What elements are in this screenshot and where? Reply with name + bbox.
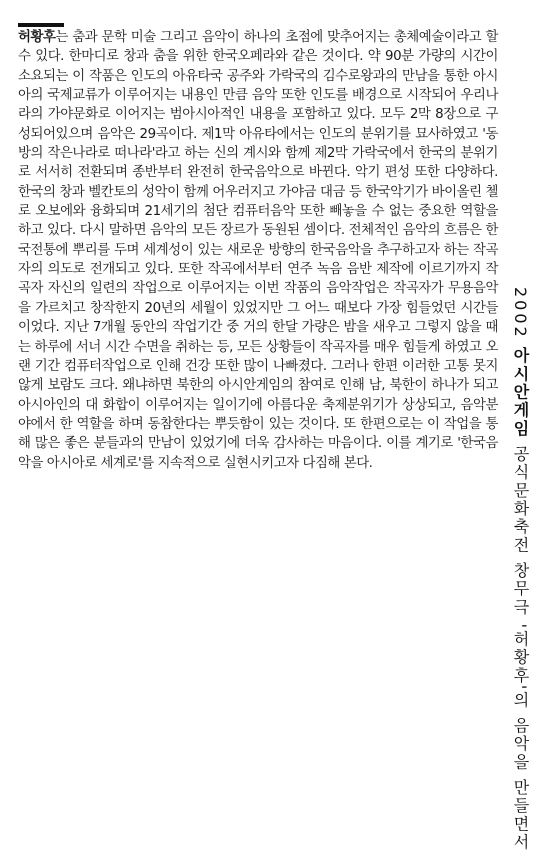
title-rule [18, 23, 64, 27]
side-title-event: 아시안게임 [511, 347, 530, 439]
article-body [18, 28, 498, 473]
side-title-year: 2002 [511, 287, 530, 340]
article-paragraph: 는 춤과 문학 미술 그리고 음악이 하나의 초점에 맞추어지는 총체예술이라고 할 수 있다. 한마디로 창과 춤을 위한 한국오페라와 같은 것이다. 약 90분 가량의 시간이 소요되는 이 작품은 인도의 아유타국 공주와 가락국의 김수로왕과의 만남을 통한 아시아의 국제교류가 이루어지는 내용인 만큼 음악 또한 인도를 배경으로 시작되어 우리나라의 가야문화로 이어지는 범아시아적인 내용을 포함하고 있다. 모두 2막 8장으로 구성되어있으며 음악은 29곡이다. 제1막 아유타에서는 인도의 분위기를 묘사하였고 '동방의 작은나라로 떠나라'라고 하는 신의 계시와 함께 제2막 가락국에서 한국의 분위기로 서서히 전환되며 종반부터 완전히 한국음악으로 바뀐다. 악기 편성 또한 다양하다. 한국의 창과 벨칸토의 성악이 함께 어우러지고 가야금 대금 등 한국악기가 바이올린 첼로 오보에와 융화되며 21세기의 첨단 컴퓨터음악 또한 빼놓을 수 없는 중요한 역할을 하고 있다. 다시 말하면 음악의 모든 장르가 동원된 셈이다. 전체적인 음악의 흐름은 한국전통에 뿌리를 두며 세계성이 있는 새로운 방향의 한국음악을 추구하고자 하는 작곡자의 의도로 전개되고 있다. 또한 작곡에서부터 연주 녹음 음반 제작에 이르기까지 작곡자 자신의 일련의 작업으로 이루어지는 이번 작품의 음악작업은 작곡자가 무용음악을 가르치고 창작한지 20년의 세월이 있었지만 그 어느 때보다 가장 힘들었던 시간들이었다. 지난 7개월 동안의 작업기간 중 거의 한달 가량은 밤을 새우고 그렇지 않을 때는 하루에 서너 시간 수면을 취하는 등, 모든 상황들이 작곡자를 매우 힘들게 하였고 오랜 기간 컴퓨터작업으로 인해 건강 또한 많이 나빠졌다. 그러나 한편 이러한 고통 못지 않게 보람도 크다. 왜냐하면 북한의 아시안게임의 참여로 인해 남, 북한이 하나가 되고 아시아인의 대 화합이 이루어지는 일이기에 아름다운 축제분위기가 상상되고, 음악분야에서 한 역할을 하며 동참한다는 뿌듯함이 있는 것이다. 또 한편으로는 이 작업을 통해 많은 좋은 분들과의 만남이 있었기에 더욱 감사하는 마음이다. 이를 계기로 '한국음악을 아시아로 세계로'를 지속적으로 실현시키고자 다짐해 본다. [18, 30, 498, 471]
vertical-side-title [505, 287, 535, 852]
article-lead-word: 허황후 [18, 30, 56, 45]
side-title-rest: 공식문화축전 창무극 '허황후'의 음악을 만들면서 [511, 445, 530, 852]
